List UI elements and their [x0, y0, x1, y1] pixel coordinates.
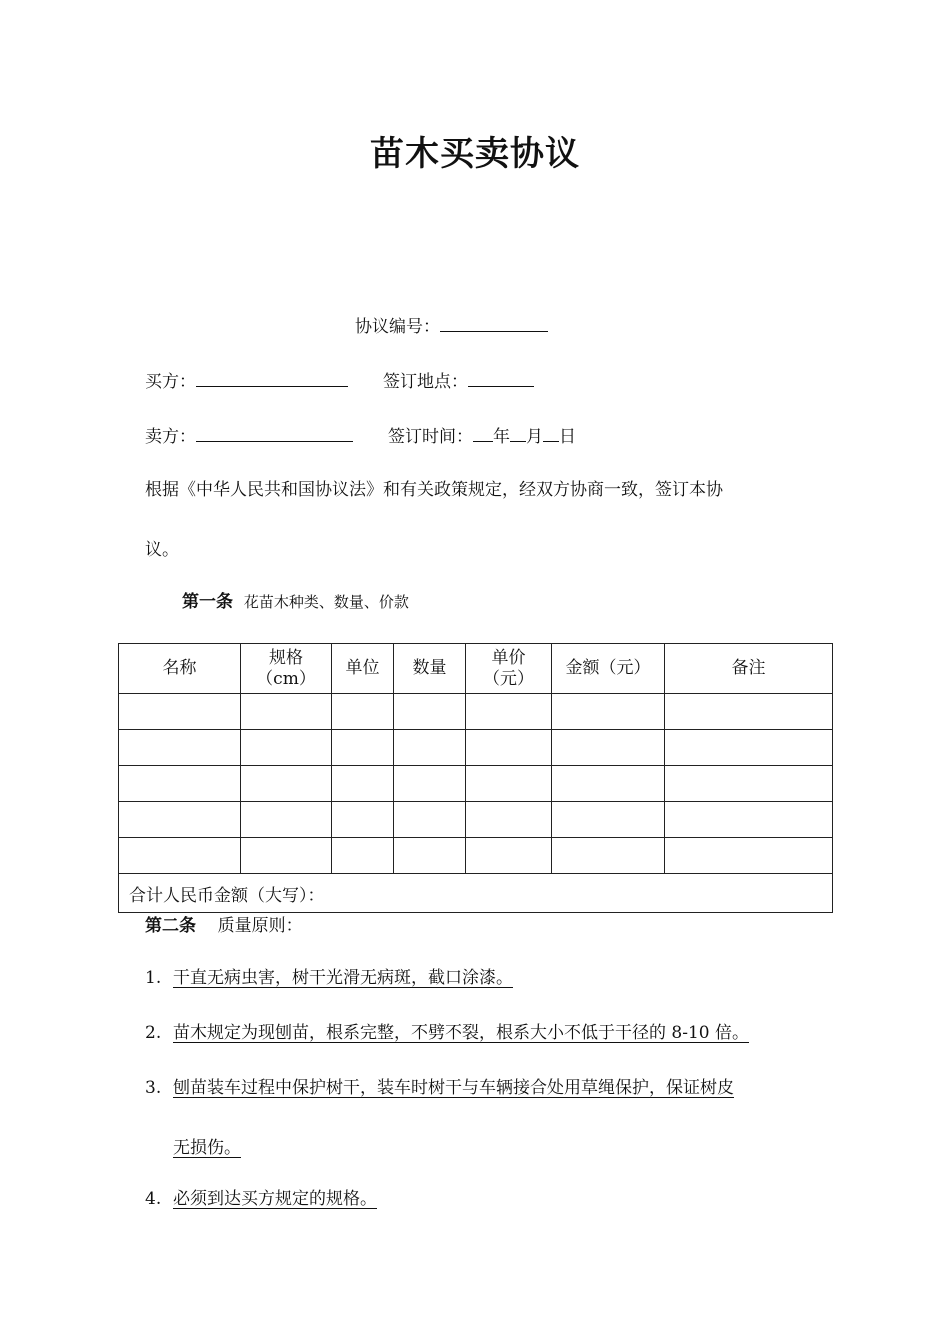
header-amount: 金额（元）	[552, 644, 665, 694]
table-cell[interactable]	[241, 694, 332, 730]
article-1-text: 花苗木种类、数量、价款	[243, 593, 409, 611]
table-cell[interactable]	[552, 838, 665, 874]
month-label: 月	[526, 427, 543, 447]
day-label: 日	[559, 427, 576, 447]
table-cell[interactable]	[552, 766, 665, 802]
quality-item-2	[145, 1021, 749, 1045]
day-blank[interactable]	[543, 423, 559, 442]
header-quantity: 数量	[394, 644, 466, 694]
header-name: 名称	[119, 644, 241, 694]
table-cell[interactable]	[466, 766, 552, 802]
buyer-row	[145, 368, 348, 394]
table-cell[interactable]	[466, 838, 552, 874]
table-cell[interactable]	[394, 730, 466, 766]
quality-item-3	[145, 1076, 734, 1100]
year-label: 年	[493, 427, 510, 447]
buyer-label: 买方：	[145, 372, 196, 392]
item-text: 干直无病虫害，树干光滑无病斑，截口涂漆。	[173, 968, 513, 988]
table-row	[119, 802, 833, 838]
table-cell[interactable]	[665, 766, 833, 802]
month-blank[interactable]	[510, 423, 526, 442]
table-cell[interactable]	[119, 766, 241, 802]
table-cell[interactable]	[466, 730, 552, 766]
table-cell[interactable]	[241, 766, 332, 802]
intro-line-1: 根据《中华人民共和国协议法》和有关政策规定，经双方协商一致，签订本协	[145, 480, 723, 500]
table-cell[interactable]	[665, 730, 833, 766]
sign-place-blank[interactable]	[468, 368, 534, 387]
table-cell[interactable]	[665, 802, 833, 838]
agreement-number-blank[interactable]	[440, 313, 548, 332]
table-row	[119, 766, 833, 802]
sign-time-label: 签订时间：	[388, 427, 473, 447]
article-2-text: 质量原则：	[217, 916, 303, 936]
total-row	[119, 874, 833, 913]
table-row	[119, 730, 833, 766]
table-cell[interactable]	[552, 694, 665, 730]
header-spec: 规格 （cm）	[241, 644, 332, 694]
header-unit: 单位	[332, 644, 394, 694]
items-table	[118, 643, 833, 913]
item-number: 4.	[145, 1189, 162, 1209]
table-header-row	[119, 644, 833, 694]
table-cell[interactable]	[119, 730, 241, 766]
item-text: 苗木规定为现刨苗，根系完整，不劈不裂，根系大小不低于干径的 8-10 倍。	[173, 1023, 749, 1043]
header-remarks: 备注	[665, 644, 833, 694]
table-cell[interactable]	[332, 838, 394, 874]
table-cell[interactable]	[466, 694, 552, 730]
article-1-heading-row	[182, 590, 409, 614]
table-cell[interactable]	[241, 838, 332, 874]
quality-item-4	[145, 1187, 377, 1211]
buyer-blank[interactable]	[196, 368, 348, 387]
table-cell[interactable]	[665, 694, 833, 730]
table-row	[119, 838, 833, 874]
total-amount-cell[interactable]	[119, 874, 833, 913]
table-cell[interactable]	[241, 802, 332, 838]
sign-place-row	[383, 368, 534, 394]
total-amount-label: 合计人民币金额（大写）：	[129, 885, 325, 906]
sign-time-row	[388, 423, 576, 449]
intro-line-2: 议。	[145, 540, 179, 560]
table-cell[interactable]	[332, 730, 394, 766]
table-cell[interactable]	[332, 766, 394, 802]
table-cell[interactable]	[394, 838, 466, 874]
item-number: 1.	[145, 968, 162, 988]
document-title: 苗木买卖协议	[370, 134, 580, 174]
header-unit-price: 单价 （元）	[466, 644, 552, 694]
table-cell[interactable]	[332, 802, 394, 838]
table-cell[interactable]	[665, 838, 833, 874]
table-row	[119, 694, 833, 730]
article-2-heading-row	[145, 914, 303, 938]
item-text: 必须到达买方规定的规格。	[173, 1189, 377, 1209]
table-cell[interactable]	[332, 694, 394, 730]
table-cell[interactable]	[394, 766, 466, 802]
table-cell[interactable]	[394, 694, 466, 730]
seller-label: 卖方：	[145, 427, 196, 447]
seller-blank[interactable]	[196, 423, 353, 442]
agreement-number-label: 协议编号：	[355, 317, 440, 337]
table-cell[interactable]	[119, 838, 241, 874]
quality-item-1	[145, 966, 513, 990]
table-cell[interactable]	[552, 802, 665, 838]
seller-row	[145, 423, 353, 449]
article-2-heading: 第二条	[145, 916, 196, 936]
table-cell[interactable]	[552, 730, 665, 766]
item-number: 2.	[145, 1023, 162, 1043]
year-blank[interactable]	[473, 423, 493, 442]
item-text-continued: 无损伤。	[173, 1138, 241, 1158]
sign-place-label: 签订地点：	[383, 372, 468, 392]
table-cell[interactable]	[241, 730, 332, 766]
quality-item-3-continued	[173, 1136, 241, 1160]
item-text: 刨苗装车过程中保护树干，装车时树干与车辆接合处用草绳保护，保证树皮	[173, 1078, 734, 1098]
item-number: 3.	[145, 1078, 162, 1098]
table-cell[interactable]	[466, 802, 552, 838]
table-cell[interactable]	[394, 802, 466, 838]
table-cell[interactable]	[119, 802, 241, 838]
table-cell[interactable]	[119, 694, 241, 730]
agreement-number-row	[355, 313, 548, 339]
article-1-heading: 第一条	[182, 592, 233, 612]
